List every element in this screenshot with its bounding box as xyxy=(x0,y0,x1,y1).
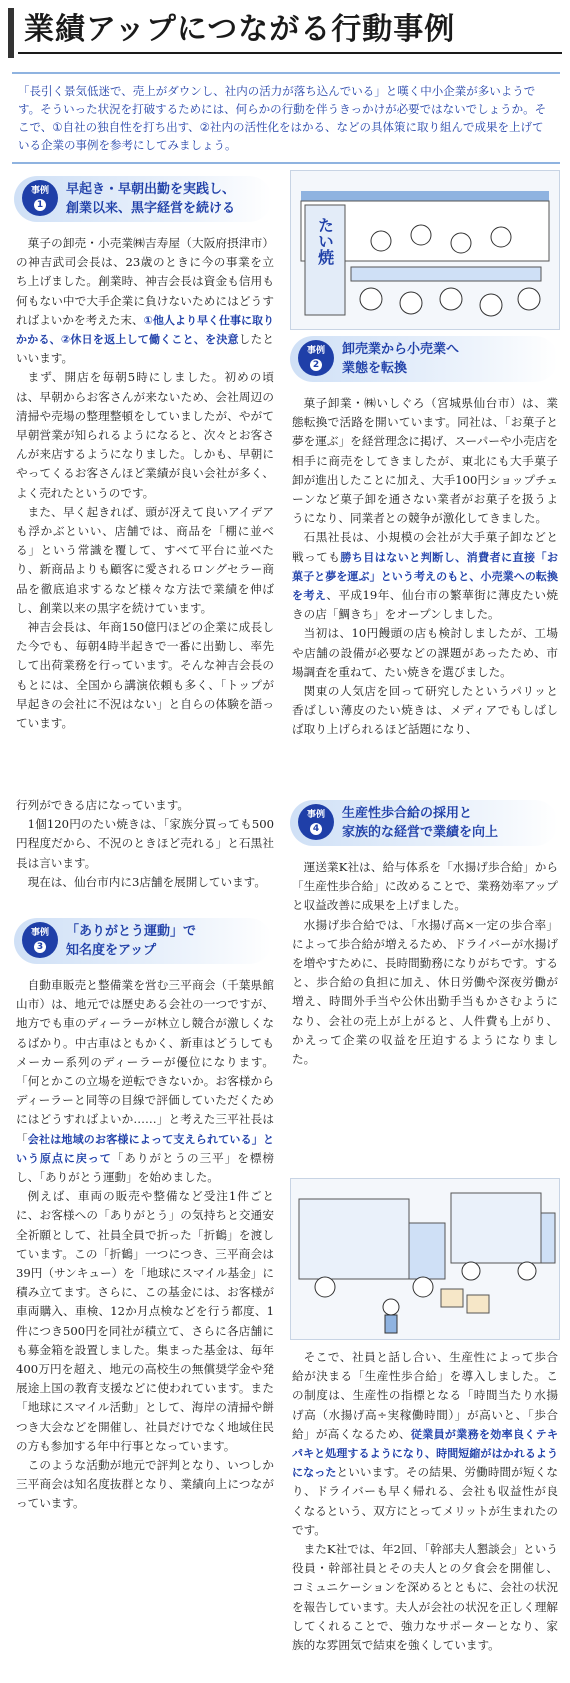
case1-title: 早起き・早朝出勤を実践し、 創業以来、黒字経営を続ける xyxy=(66,182,236,216)
case4-badge: 事例 4 xyxy=(298,804,334,840)
intro-text: 「長引く景気低迷で、売上がダウンし、社内の活力が落ち込んでいる」と嘆く中小企業が多いようです。そういった状況を打破するためには、何らかの行動を伴うきっかけが必要ではないでしょうか。そこで、①自社の独自性を打ち出す、②社内の活性化をはかる、などの具体策に取り組んで成果を上げている企業の事例を参考にしてみましょう。 xyxy=(12,72,560,164)
case2-badge: 事例 2 xyxy=(298,340,334,376)
case1-paragraph: まず、開店を毎朝5時にしました。初めの頃は、早朝からお客さんが来ないため、会社周辺の清掃や売場の整理整頓をしていましたが、やがて早朝営業が知られるようになると、次々とお客さんが来店するようになりました。しかも、早朝にやってくるお客さんほど業績が良い会社が多く、よく売れたというのです。 xyxy=(16,370,274,500)
case2-paragraph: 現在は、仙台市内に3店舗を展開しています。 xyxy=(27,874,266,889)
page-title: 業績アップにつながる行動事例 xyxy=(24,12,456,47)
case3-header xyxy=(14,918,272,964)
case3-paragraph: 例えば、車両の販売や整備など受注1件ごとに、お客様への「ありがとう」の気持ちと交通安全祈願として、社員全員で折った「折鶴」を渡しています。この「折鶴」一つにつき、三平商会は39円（サンキュー）を「地球にスマイル基金」に積み立てます。さらに、この基金には、お客様が車両購入、車検、12か月点検などを行う都度、1件につき500円を同社が積立て、さらに各店舗にも募金箱を設置しました。集まった基金は、毎年400万円を超え、地元の高校生の無償奨学金や発展途上国の教育支援などに使われています。また「地球にスマイル活動」として、海岸の清掃や餅つき大会などを開催し、社員だけでなく地域住民の方も参加する年中行事となっています。 xyxy=(16,1189,274,1453)
case4-header xyxy=(290,800,558,846)
case2-paragraph: 行列ができる店になっています。 xyxy=(16,798,189,812)
case3-body xyxy=(16,976,274,1514)
case1-paragraph: 神吉会長は、年商150億円ほどの企業に成長した今でも、毎朝4時半起きで一番に出勤し、率先して出荷業務を行っています。そんな神吉会長のもとには、全国から講演依頼も多く、「トップが早起きの会社に不況はない」と自らの体験を語っています。 xyxy=(16,620,274,731)
case3-paragraph: 自動車販売と整備業を営む三平商会（千葉県館山市）は、地元では歴史ある会社の一つですが、地方でも車のディーラーが林立し競合が激しくなるばかり。中古車はともかく、新車はどうしてもメーカー系列のディーラーが優位になります。「何とかこの立場を逆転できないか。お客様からディーラーと同等の目線で評価していただくためにはどうすればよいか……」と考えた三平社長は「会社は地域のお客様によって支えられている」という原点に戻って「ありがとうの三平」を標榜し、「ありがとう運動」を始めました。 xyxy=(16,978,274,1185)
case4-paragraph: 運送業K社は、給与体系を「水揚げ歩合給」から「生産性歩合給」に改めることで、業務効率アップと収益改善に成果を上げました。 xyxy=(292,860,558,913)
truck-illustration xyxy=(290,1178,560,1340)
truck-drawing-icon xyxy=(291,1179,559,1339)
case3-badge: 事例 3 xyxy=(22,922,58,958)
case1-paragraph: 菓子の卸売・小売業㈱吉寿屋（大阪府摂津市）の神吉武司会長は、23歳のときに今の事業を立ち上げました。創業時、神吉会長は資金も信用も何もない中で大手企業に負けないためにはどうすればよいかを考えた末、①他人より早く仕事に取りかかる、②休日を返上して働くこと、を決意したといいます。 xyxy=(16,236,274,366)
case4-body-continued xyxy=(292,1348,558,1655)
case2-paragraph: 石黒社長は、小規模の会社が大手菓子卸などと戦っても勝ち目はないと判断し、消費者に直接「お菓子と夢を運ぶ」という考えのもと、小売業への転換を考え、平成19年、仙台市の繁華街に薄皮たい焼きの店「鯛きち」をオープンしました。 xyxy=(292,530,558,622)
case4-paragraph: 水揚げ歩合給では、「水揚げ高×一定の歩合率」によって歩合給が増えるため、ドライバーが水揚げを増やすために、長時間勤務になりがちです。すると、歩合給の負担に加え、休日労働や深夜労働が増え、時間外手当や公休出勤手当もかさむようになり、会社の売上が上がると、人件費も上がり、かえって企業の収益を圧迫するようになりました。 xyxy=(292,917,558,1067)
title-underline xyxy=(18,52,562,54)
case2-paragraph: 1個120円のたい焼きは、「家族分買っても500円程度だから、不況のときほど売れる」と石黒社長は言います。 xyxy=(16,817,274,870)
case1-paragraph: また、早く起きれば、頭が冴えて良いアイデアも浮かぶといい、店舗では、商品を「棚に並べる」という常識を覆して、すべて平台に並べたり、新商品よりも顧客に愛されるロングセラー商品を徹底追求するなど様々な方法で業績を伸ばし、創業以来の黒字を続けています。 xyxy=(16,504,274,615)
case2-header xyxy=(290,336,558,382)
case1-body xyxy=(16,234,274,733)
taiyaki-shop-illustration xyxy=(290,170,560,330)
case1-header xyxy=(14,176,272,222)
case3-paragraph: このような活動が地元で評判となり、いつしか三平商会は知名度抜群となり、業績向上につながっています。 xyxy=(16,1458,274,1511)
case4-paragraph: そこで、社員と話し合い、生産性によって歩合給が決まる「生産性歩合給」を導入しました。この制度は、生産性の指標となる「時間当たり水揚げ高（水揚げ高÷実稼働時間）」が高いと、「歩合給」が高くなるため、従業員が業務を効率良くテキパキと処理するようになり、時間短縮がはかれるようになったといいます。その結果、労働時間が短くなり、ドライバーも早く帰れる、会社も収益性が良くなるという、双方にとってメリットが生まれたのです。 xyxy=(292,1350,558,1537)
case2-paragraph: 菓子卸業・㈱いしぐろ（宮城県仙台市）は、業態転換で活路を開いています。同社は、「お菓子と夢を運ぶ」を経営理念に掲げ、スーパーや小売店を相手に商売をしてきましたが、東北にも大手菓子卸が進出したことに加え、大手100円ショップチェーンなど菓子卸を通さない業者がお菓子を扱うようになり、同業者との競争が激化してきました。 xyxy=(292,396,558,526)
shop-sign: たい焼 xyxy=(315,217,335,265)
case4-title: 生産性歩合給の採用と 家族的な経営で業績を向上 xyxy=(342,806,499,840)
case4-body xyxy=(292,858,558,1069)
case2-paragraph: 関東の人気店を回って研究したというパリッと香ばしい薄皮のたい焼きは、メディアでもしばしば取り上げられるほど話題になり、 xyxy=(292,684,558,737)
case4-paragraph: またK社では、年2回、「幹部夫人懇談会」という役員・幹部社員とその夫人との夕食会を開催し、コミュニケーションを深めるとともに、会社の状況を報告しています。夫人が会社の状況を正しく理解してくれることで、強力なサポーターとなり、家族的な雰囲気で結束を強くしています。 xyxy=(292,1542,558,1653)
case2-body xyxy=(292,394,558,740)
title-bar xyxy=(8,8,14,58)
case2-paragraph: 当初は、10円饅頭の店も検討しましたが、工場や店舗の設備が必要などの課題があったため、市場調査を重ねて、たい焼きを選びました。 xyxy=(292,626,558,679)
case2-continuation xyxy=(16,796,274,892)
case2-title: 卸売業から小売業へ 業態を転換 xyxy=(342,342,460,376)
case3-title: 「ありがとう運動」で 知名度をアップ xyxy=(66,924,197,958)
shop-drawing-icon xyxy=(291,171,559,329)
case1-badge: 事例 1 xyxy=(22,180,58,216)
